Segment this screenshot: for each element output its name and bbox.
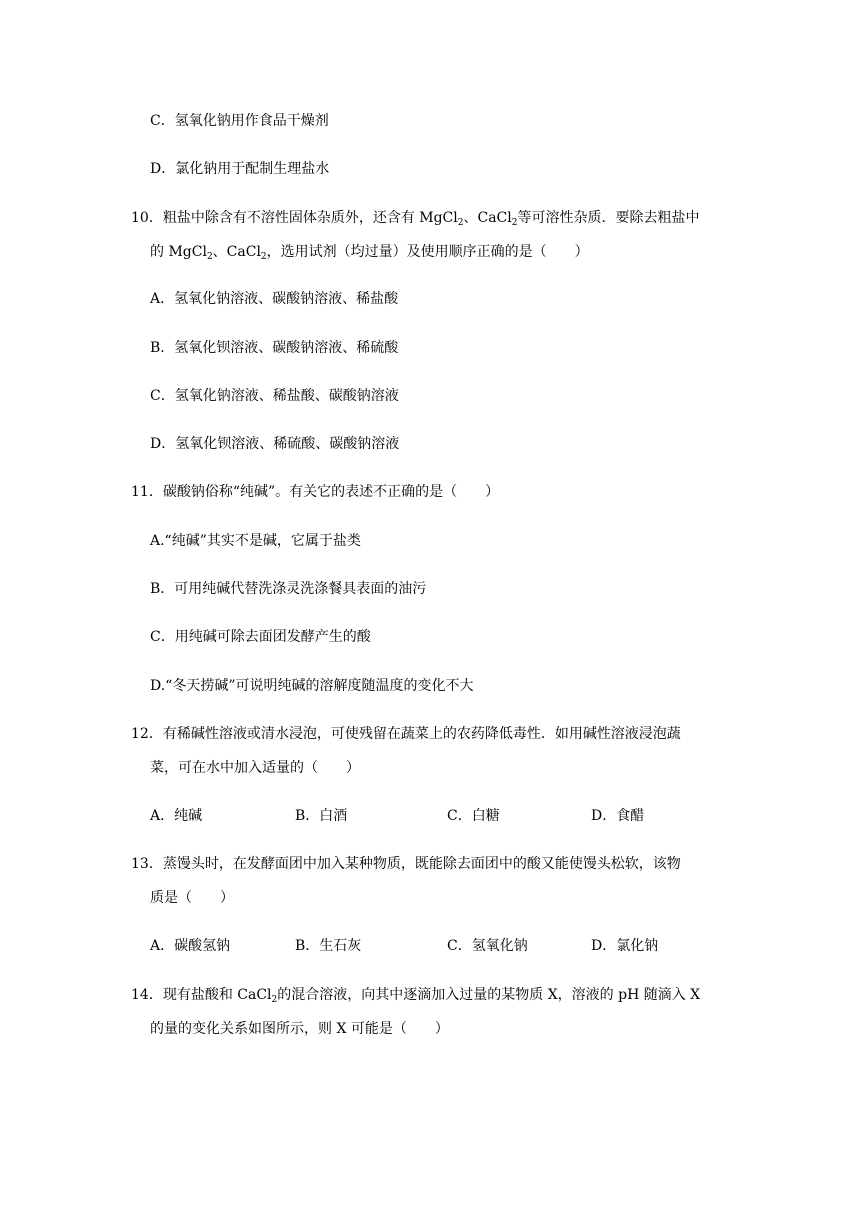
q11-option-a: A.“纯碱”其实不是碱，它属于盐类 xyxy=(150,533,361,549)
q14-stem-line1: 14．现有盐酸和 CaCl$_2$的混合溶液，向其中逐滴加入过量的某物质 X，溶液的 pH 随滴入 X xyxy=(131,987,701,1005)
q13-stem-line1: 13．蒸馒头时，在发酵面团中加入某种物质，既能除去面团中的酸又能使馒头松软，该物 xyxy=(131,856,681,872)
q11-option-c: C．用纯碱可除去面团发酵产生的酸 xyxy=(150,629,371,645)
q13-option-a: A．碳酸氢钠 xyxy=(150,938,231,954)
q10-option-b: B．氢氧化钡溶液、碳酸钠溶液、稀硫酸 xyxy=(150,340,399,356)
q14-stem-line2: 的量的变化关系如图所示，则 X 可能是（ ） xyxy=(150,1021,449,1037)
q12-option-b: B．白酒 xyxy=(295,808,348,824)
q11-option-d: D.“冬天捞碱”可说明纯碱的溶解度随温度的变化不大 xyxy=(150,678,474,694)
q9-option-d: D．氯化钠用于配制生理盐水 xyxy=(150,161,330,177)
q13-option-b: B．生石灰 xyxy=(295,938,362,954)
q13-option-d: D．氯化钠 xyxy=(591,938,659,954)
q13-options xyxy=(150,936,710,956)
q12-option-c: C．白糖 xyxy=(447,808,500,824)
q10-option-c: C．氢氧化钠溶液、稀盐酸、碳酸钠溶液 xyxy=(150,388,399,404)
q10-stem-line1: 10．粗盐中除含有不溶性固体杂质外，还含有 MgCl$_2$、CaCl$_2$等可溶性杂质．要除去粗盐中 xyxy=(131,210,700,228)
q13-stem-line2: 质是（ ） xyxy=(150,890,234,906)
q12-option-d: D．食醋 xyxy=(591,808,645,824)
q10-option-a: A．氢氧化钠溶液、碳酸钠溶液、稀盐酸 xyxy=(150,291,399,307)
q10-option-d: D．氢氧化钡溶液、稀硫酸、碳酸钠溶液 xyxy=(150,436,400,452)
q13-option-c: C．氢氧化钠 xyxy=(447,938,528,954)
q12-stem-line1: 12．有稀碱性溶液或清水浸泡，可使残留在蔬菜上的农药降低毒性．如用碱性溶液浸泡蔬 xyxy=(131,726,681,742)
q12-options xyxy=(150,806,710,826)
q9-option-c: C．氢氧化钠用作食品干燥剂 xyxy=(150,113,329,129)
q10-stem-line2: 的 MgCl$_2$、CaCl$_2$，选用试剂（均过量）及使用顺序正确的是（ ） xyxy=(150,244,589,262)
q12-stem-line2: 菜，可在水中加入适量的（ ） xyxy=(150,760,360,776)
q12-option-a: A．纯碱 xyxy=(150,808,203,824)
q11-option-b: B．可用纯碱代替洗涤灵洗涤餐具表面的油污 xyxy=(150,581,427,597)
q11-stem: 11．碳酸钠俗称“纯碱”。有关它的表述不正确的是（ ） xyxy=(131,484,500,500)
